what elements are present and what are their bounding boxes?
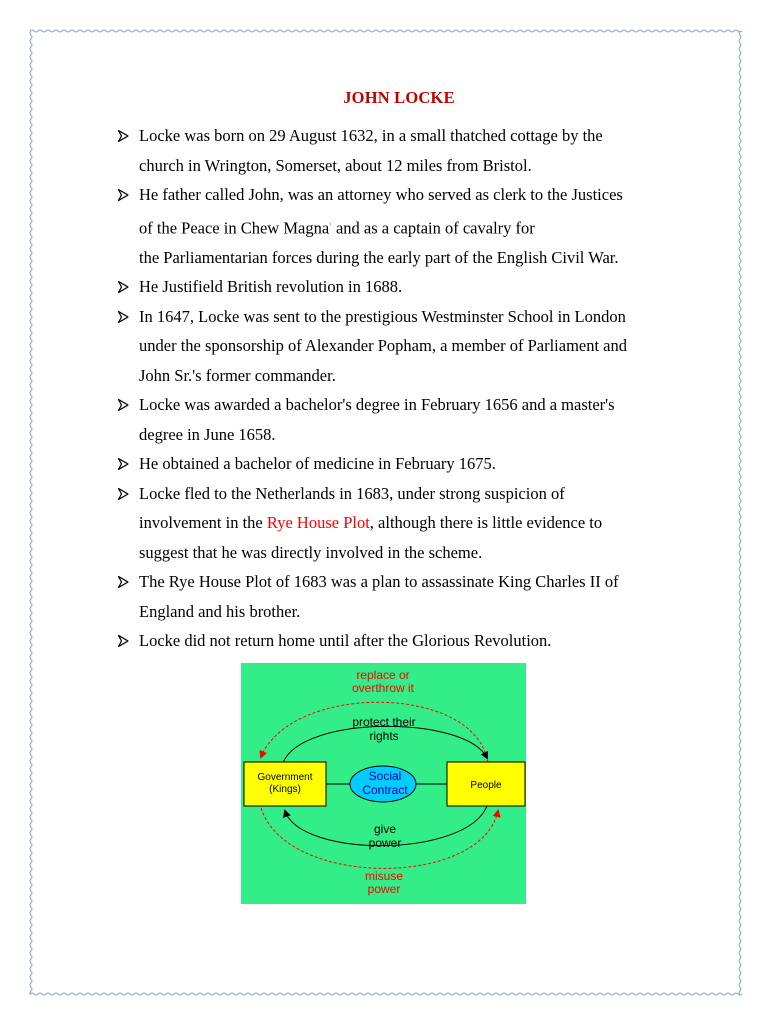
bullet-line [139,538,688,568]
text-run: involvement in the [139,513,267,532]
government-box-label: Government (Kings) [257,772,313,795]
bullet-line [139,151,688,181]
label-replace-overthrow: replace or overthrow it [351,668,415,695]
text-run: England and his brother. [139,601,301,621]
arrow-bullet-icon [118,130,129,142]
border-wave [30,30,742,32]
page-title: JOHN LOCKE [343,88,455,107]
bullet-list [118,121,688,656]
text-run: Locke did not return home until after the Glorious Revolution. [139,631,552,650]
text-run: the Parliamentarian forces during the early part of the English Civil War. [139,247,619,267]
arrow-bullet-icon [118,458,129,470]
label-misuse-power: misuse power [364,869,404,896]
text-run: and as a captain of cavalry for [331,218,535,237]
text-run: In 1647, Locke was sent to the prestigious Westminster School in London [139,306,626,326]
bullet-item [118,479,688,568]
bullet-line [139,361,688,391]
arrow-bullet-icon [118,311,129,323]
text-run: suggest that he was directly involved in the scheme. [139,542,483,562]
text-run: He obtained a bachelor of medicine in February 1675. [139,454,496,473]
bullet-item [118,626,688,656]
bullet-line [139,449,688,479]
text-run: The Rye House Plot of 1683 was a plan to assassinate King Charles II of [139,572,619,591]
arrow-bullet-icon [118,488,129,500]
bullet-line [139,508,688,538]
arrow-bullet-icon [118,399,129,411]
people-box-label: People [470,780,502,791]
text-run: He Justifield British revolution in 1688. [139,277,403,296]
bullet-line [139,210,688,243]
text-run: church in Wrington, Somerset, about 12 miles from Bristol. [139,155,532,175]
bullet-line [139,331,688,361]
bullet-item [118,390,688,449]
text-run: degree in June 1658. [139,424,276,444]
bullet-line [139,302,688,332]
label-give-power: give power [368,822,402,850]
text-run: , although there is little evidence to [369,513,603,532]
bullet-item [118,449,688,479]
border-wave [30,993,742,995]
bullet-item [118,180,688,272]
border-wave [30,31,32,995]
bullet-line [139,626,688,656]
text-run: He father called John, was an attorney who served as clerk to the Justices [139,185,623,204]
text-run: John Sr.'s former commander. [139,365,336,385]
arrow-bullet-icon [118,281,129,293]
social-contract-diagram [241,663,526,904]
bullet-item [118,567,688,626]
bullet-line [139,597,688,627]
bullet-line [139,272,688,302]
text-run: Locke fled to the Netherlands in 1683, under strong suspicion of [139,483,565,503]
highlighted-term: Rye House Plot [266,513,370,532]
arrow-bullet-icon [118,635,129,647]
text-run: Locke was born on 29 August 1632, in a small thatched cottage by the [139,126,603,145]
bullet-line [139,420,688,450]
label-protect-rights: protect their rights [352,715,416,743]
arrow-bullet-icon [118,576,129,588]
bullet-item [118,121,688,180]
bullet-line [139,479,688,509]
arrow-bullet-icon [118,189,129,201]
bullet-line [139,390,688,420]
text-run: Locke was awarded a bachelor's degree in February 1656 and a master's [139,395,615,414]
text-run: under the sponsorship of Alexander Popham, a member of Parliament and [139,336,628,355]
text-run: of the Peace in Chew Magna [139,218,330,237]
text-run: · [329,219,332,229]
bullet-item [118,272,688,302]
bullet-line [139,567,688,597]
bullet-line [139,180,688,210]
bullet-line [139,243,688,273]
bullet-line [139,121,688,151]
social-contract-label: Social Contract [362,769,408,797]
border-wave [739,31,741,995]
bullet-item [118,302,688,391]
